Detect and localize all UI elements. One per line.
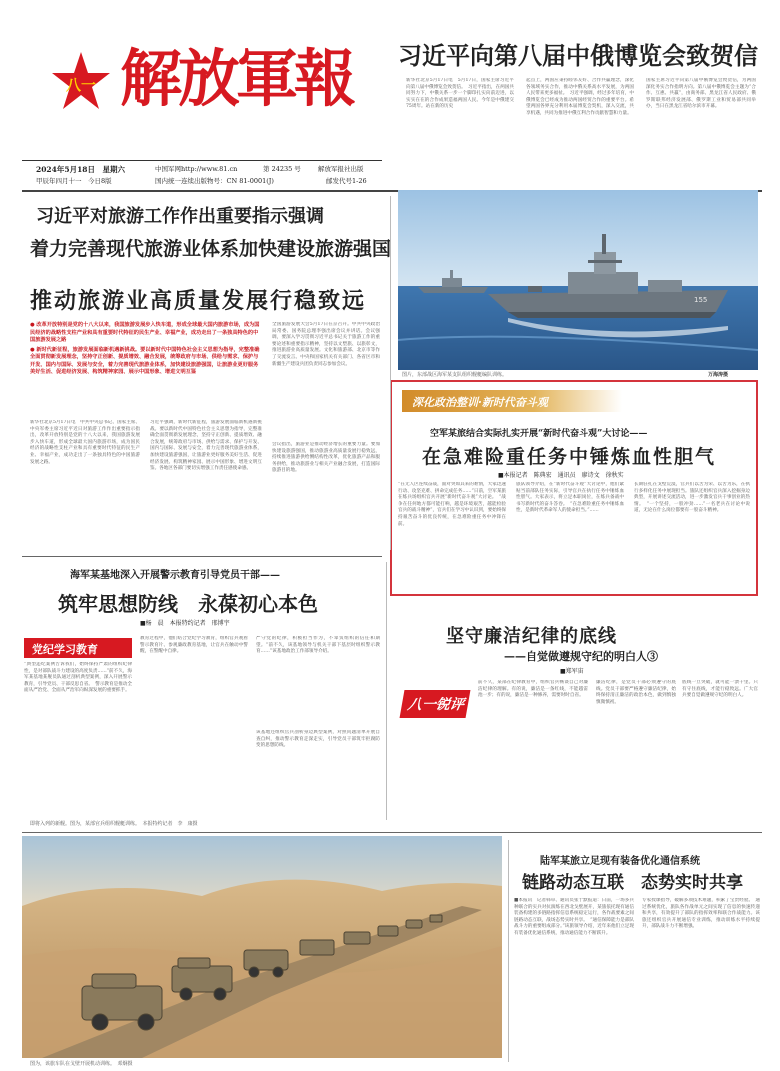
top-story-col3: 国家主席习近平向第八届中俄博览会致贺信，为两国深化务实合作指明方向。第八届中俄博览会主题为“合作、互惠、共赢”，由商务部、黑龙江省人民政府、俄罗斯联邦经济发展部、俄罗斯工业和贸易部共同举办，当日在黑龙江省哈尔滨市开幕。: [646, 78, 756, 110]
top-story-headline: 习近平向第八届中俄博览会致贺信: [398, 42, 758, 70]
logo-text: 八一锐评: [406, 697, 466, 713]
left-col2: 教育过程中，他们结合党纪学习教育，组织官兵观看警示教育片、参观廉政教育基地，让官兵在触动中警醒，在警醒中自律。: [140, 636, 248, 655]
box-banner-text: 深化政治整训·新时代奋斗观: [412, 396, 548, 409]
svg-text:八一: 八一: [65, 76, 97, 94]
lead-headline-1: 着力完善现代旅游业体系加快建设旅游强国: [30, 238, 392, 260]
bullet-icon: ●: [30, 322, 37, 328]
left-col4: 该基地还组织官兵剖析身边典型案例，对照问题清单开展自查自纠，推动警示教育走深走实，引导党员干部筑牢拒腐防变的思想防线。: [256, 730, 380, 749]
box-byline: ■本报记者 陈典宏 通讯员 廖诗文 徐秋实: [498, 472, 624, 479]
sidebar-headline: 坚守廉洁纪律的底线: [446, 626, 617, 647]
sidebar-col2: 廉洁纪律，是党员干部必须遵守的底线。党员干部要严格遵守廉洁纪律，始终保持清正廉洁的政治本色，做到慎独慎微慎初。: [596, 680, 676, 705]
lead-body-4: 会议指出，旅游业是推动经济增长的重要力量。要加快建设旅游强国，推动旅游业高质量发展行稳致远，持续推进旅游供给侧结构性改革，优化旅游产品和服务供给，推动旅游业与相关产业融合发展，打造国际旅游目的地。: [272, 442, 380, 474]
left-photo-caption: 即将入列的新舰。图为，某部官兵组织舰艇训练。 本报特约记者 李 康摄: [30, 821, 198, 827]
star-icon: [50, 50, 112, 112]
lunar-date: 甲辰年四月十一 今日8版: [36, 177, 112, 185]
section-label: [24, 638, 132, 658]
bayi-commentary-logo: [400, 690, 471, 718]
bottom-col1: ■本报讯 记者韩卓、通讯员张于默报道：日前，一场多兵种联合的实兵对抗演练在西北戈壁展开，某旅依托现有通信装备构建的多链路指挥信息系统稳定运行，各作战要素之间链路动态互联，战场态势实时共享。 “通信保障能力是部队战斗力的重要组成部分。”该旅领导介绍，近年来他们立足现有装备优化通信系统，推动通信能力不断跃升。: [514, 898, 634, 936]
desert-convoy-photo: [22, 836, 502, 1058]
bullet-text: 新时代新征程，旅游发展面临新机遇新挑战。要以新时代中国特色社会主义思想为指导，完整准确全面贯彻新发展理念，坚持守正创新、提质增效、融合发展，统筹政府与市场、供给与需求、保护与开发、国内与国际、发展与安全，着力完善现代旅游业体系，加快建设旅游强国，让旅游业更好服务美好生活、促进经济发展、构筑精神家园、展示中国形象、增进文明互鉴: [30, 346, 260, 375]
svg-text:155: 155: [694, 296, 708, 304]
ship-photo-caption: 图片，东部战区海军某支队组织舰艇编队训练。: [402, 372, 508, 378]
lead-body-1: 新华社北京5月17日电 中共中央总书记、国家主席、中央军委主席习近平近日对旅游工作作出重要指示指出，改革开放特别是党的十八大以来，我国旅游发展步入快车道，形成全球最大国内旅游市场，成为国民经济的战略性支柱产业和具有重要时代特征的民生产业、幸福产业，成功走出了一条独具特色的中国旅游发展之路。: [30, 420, 140, 465]
box-col2: 旅队领导介绍，在“新时代奋斗观”大讨论中，他们紧贴当前部队任务实际，引导官兵在执行任务中锤炼血性胆气。大家表示，将立足本职岗位，在练兵备战中书写新时代的奋斗答卷。 “在急难险重任务中锤炼血性，是新时代革命军人的使命担当。”……: [516, 482, 624, 514]
website: 中国军网http://www.81.cn: [155, 165, 238, 173]
issue-date: 2024年5月18日 星期六: [36, 165, 126, 174]
post-code: 邮发代号1-26: [326, 177, 367, 185]
lead-body-3: 全国旅游发展大会5月17日在京召开。中共中央政治局常委、国务院总理李强出席会议并讲话。会议强调，要深入学习贯彻习近平总书记关于旅游工作的重要论述和重要指示精神，坚持以文塑旅、以旅彰文，推进旅游业高质量发展。文化和旅游部、北京市等作了交流发言。中央和国家机关有关部门、各省区市和新疆生产建设兵团负责同志参加会议。: [272, 322, 380, 367]
top-story-col2: 起点上，两国应秉持睦邻友好、合作共赢理念，深化各领域务实合作，推动中俄关系高水平发展，为两国人民带来更多福祉。 习近平强调，经过多年培育，中俄博览会已经成为推动两国经贸合作的重要平台。希望两国各界充分利用本届博览会契机，深入交流，共享机遇，共同为推进中俄互利合作贡献智慧和力量。: [526, 78, 634, 116]
left-col1: “典型违纪案例告诉我们，始终保持严肃的组织纪律性，是对部队战斗力建设的高度负责……”前不久，海军某基地某舰员队通过剖析典型案例，深入开展警示教育，引导党员、干部反思自省。 警示教育是推动全面从严治党、全面从严治军向纵深发展的重要抓手。: [24, 662, 132, 694]
masthead: [22, 14, 382, 189]
issue-number: 第 24235 号: [263, 165, 301, 173]
lead-bullet-2: [30, 347, 262, 377]
box-banner: [402, 390, 622, 412]
section-label-text: 党纪学习教育: [32, 643, 98, 656]
left-story-byline: ■杨 晨 本报特约记者 邢博宇: [140, 620, 230, 627]
bullet-icon: ●: [30, 346, 37, 353]
masthead-title: 解放軍報: [120, 42, 353, 115]
ship-photo-credit: 万海涛摄: [708, 372, 729, 378]
top-story-col1: 新华社北京5月17日电 5月17日，国家主席习近平向第八届中俄博览会致贺信。 习近平指出，在两国共同努力下，中俄关系一步一个脚印扎实向前迈进，以实实在在的合作成果造福两国人民。今年是中俄建交75周年。站在新的历史: [406, 78, 514, 110]
sidebar-byline: ■郑军宙: [560, 668, 584, 675]
left-story-headline: 筑牢思想防线 永葆初心本色: [58, 592, 318, 616]
bullet-text: 改革开放特别是党的十八大以来，我国旅游发展步入快车道，形成全球最大国内旅游市场，成为国民经济的战略性支柱产业和具有重要时代特征的民生产业、幸福产业，成功走出了一条独具特色的中国旅游发展之路: [30, 322, 260, 343]
bottom-story-kicker: 陆军某旅立足现有装备优化通信系统: [540, 856, 700, 867]
lead-body-2: 习近平强调，新时代新征程，旅游发展面临新机遇新挑战。要以新时代中国特色社会主义思想为指导，完整准确全面贯彻新发展理念，坚持守正创新、提质增效、融合发展，统筹政府与市场、供给与需求、保护与开发、国内与国际、发展与安全，着力完善现代旅游业体系，加快建设旅游强国，让旅游业更好服务美好生活、促进经济发展、构筑精神家园、展示中国形象、增进文明互鉴。各地区各部门要切实增强工作责任感使命感。: [150, 420, 262, 472]
sidebar-col3: 底线一旦突破，就可能一溃千里。只有守住底线，才能行稳致远。广大官兵要自觉做遵规守纪的明白人。: [682, 680, 758, 699]
sidebar-col1: 前不久，某部在纪律教育中，组织官兵畅谈自己对廉洁纪律的理解。有的说，廉洁是一条红线，不能越雷池一步；有的说，廉洁是一种修养，需要时时自省。: [478, 680, 588, 699]
ship-photo: [398, 190, 758, 370]
red-star-emblem: [50, 50, 112, 112]
bottom-story-headline: 链路动态互联 态势实时共享: [522, 873, 743, 893]
box-kicker: 空军某旅结合实际扎实开展“新时代奋斗观”大讨论——: [430, 429, 648, 439]
box-headline: 在急难险重任务中锤炼血性胆气: [422, 446, 717, 468]
bottom-col2: 专家授课指导，破解多项技术难题，积累了宝贵经验。 通过系统优化，旅队各作战单元之间实现了信息的快速传递和共享，有效提升了部队的指挥效率和联合作战能力。该旅还组织官兵开展通信专业训练，推动训练水平持续提升，部队战斗力不断增强。: [642, 898, 760, 930]
sidebar-subheadline: ——自觉做遵规守纪的明白人③: [504, 650, 658, 663]
box-col1: “在无人区连续奋战，面对突如其来的难情，大家迅速行动、攻坚克难、拼命完成任务……”日前，空军某旅在练兵场组织官兵开展“新时代奋斗观”大讨论。 “战争在任何地方都可能打响，越是环境艰苦，越能检验官兵的战斗精神”，官兵们在学习中认识到，要始终保持艰苦奋斗的优良传统，在急难险重任务中冲锋在前。: [398, 482, 506, 527]
box-story: [390, 380, 758, 596]
cn-number: 国内统一连续出版物号：CN 81-0001(J): [155, 177, 274, 185]
box-col3: 长期驻扎在戈壁荒漠，官兵们以苦为荣、以苦为乐，在执行多样化任务中展现担当。旅队还组织官兵深入挖掘身边典型，开展讲述交流活动，进一步激发官兵干事创业的热情。 “一个坚持，一股冲劲……”一名老兵在讨论中说道，无论在什么岗位都要有一股奋斗精神。: [634, 482, 750, 514]
lead-headline-2: 推动旅游业高质量发展行稳致远: [30, 289, 367, 314]
left-col3: 严守党的纪律，积极担当作为，不辜负组织的信任和期望。“前不久，该基地领导与机关干部下基层时组织警示教育……”该基地政治工作部领导介绍。: [256, 636, 380, 655]
publisher: 解放军报社出版: [318, 165, 364, 173]
lead-kicker: 习近平对旅游工作作出重要指示强调: [36, 206, 324, 227]
lead-bullet-1: [30, 322, 262, 345]
lead-bullets: [30, 322, 262, 377]
left-story-kicker: 海军某基地深入开展警示教育引导党员干部——: [70, 570, 280, 581]
bottom-photo-caption: 图为，该旅车队在戈壁开展机动训练。 邓炯摄: [30, 1061, 133, 1067]
